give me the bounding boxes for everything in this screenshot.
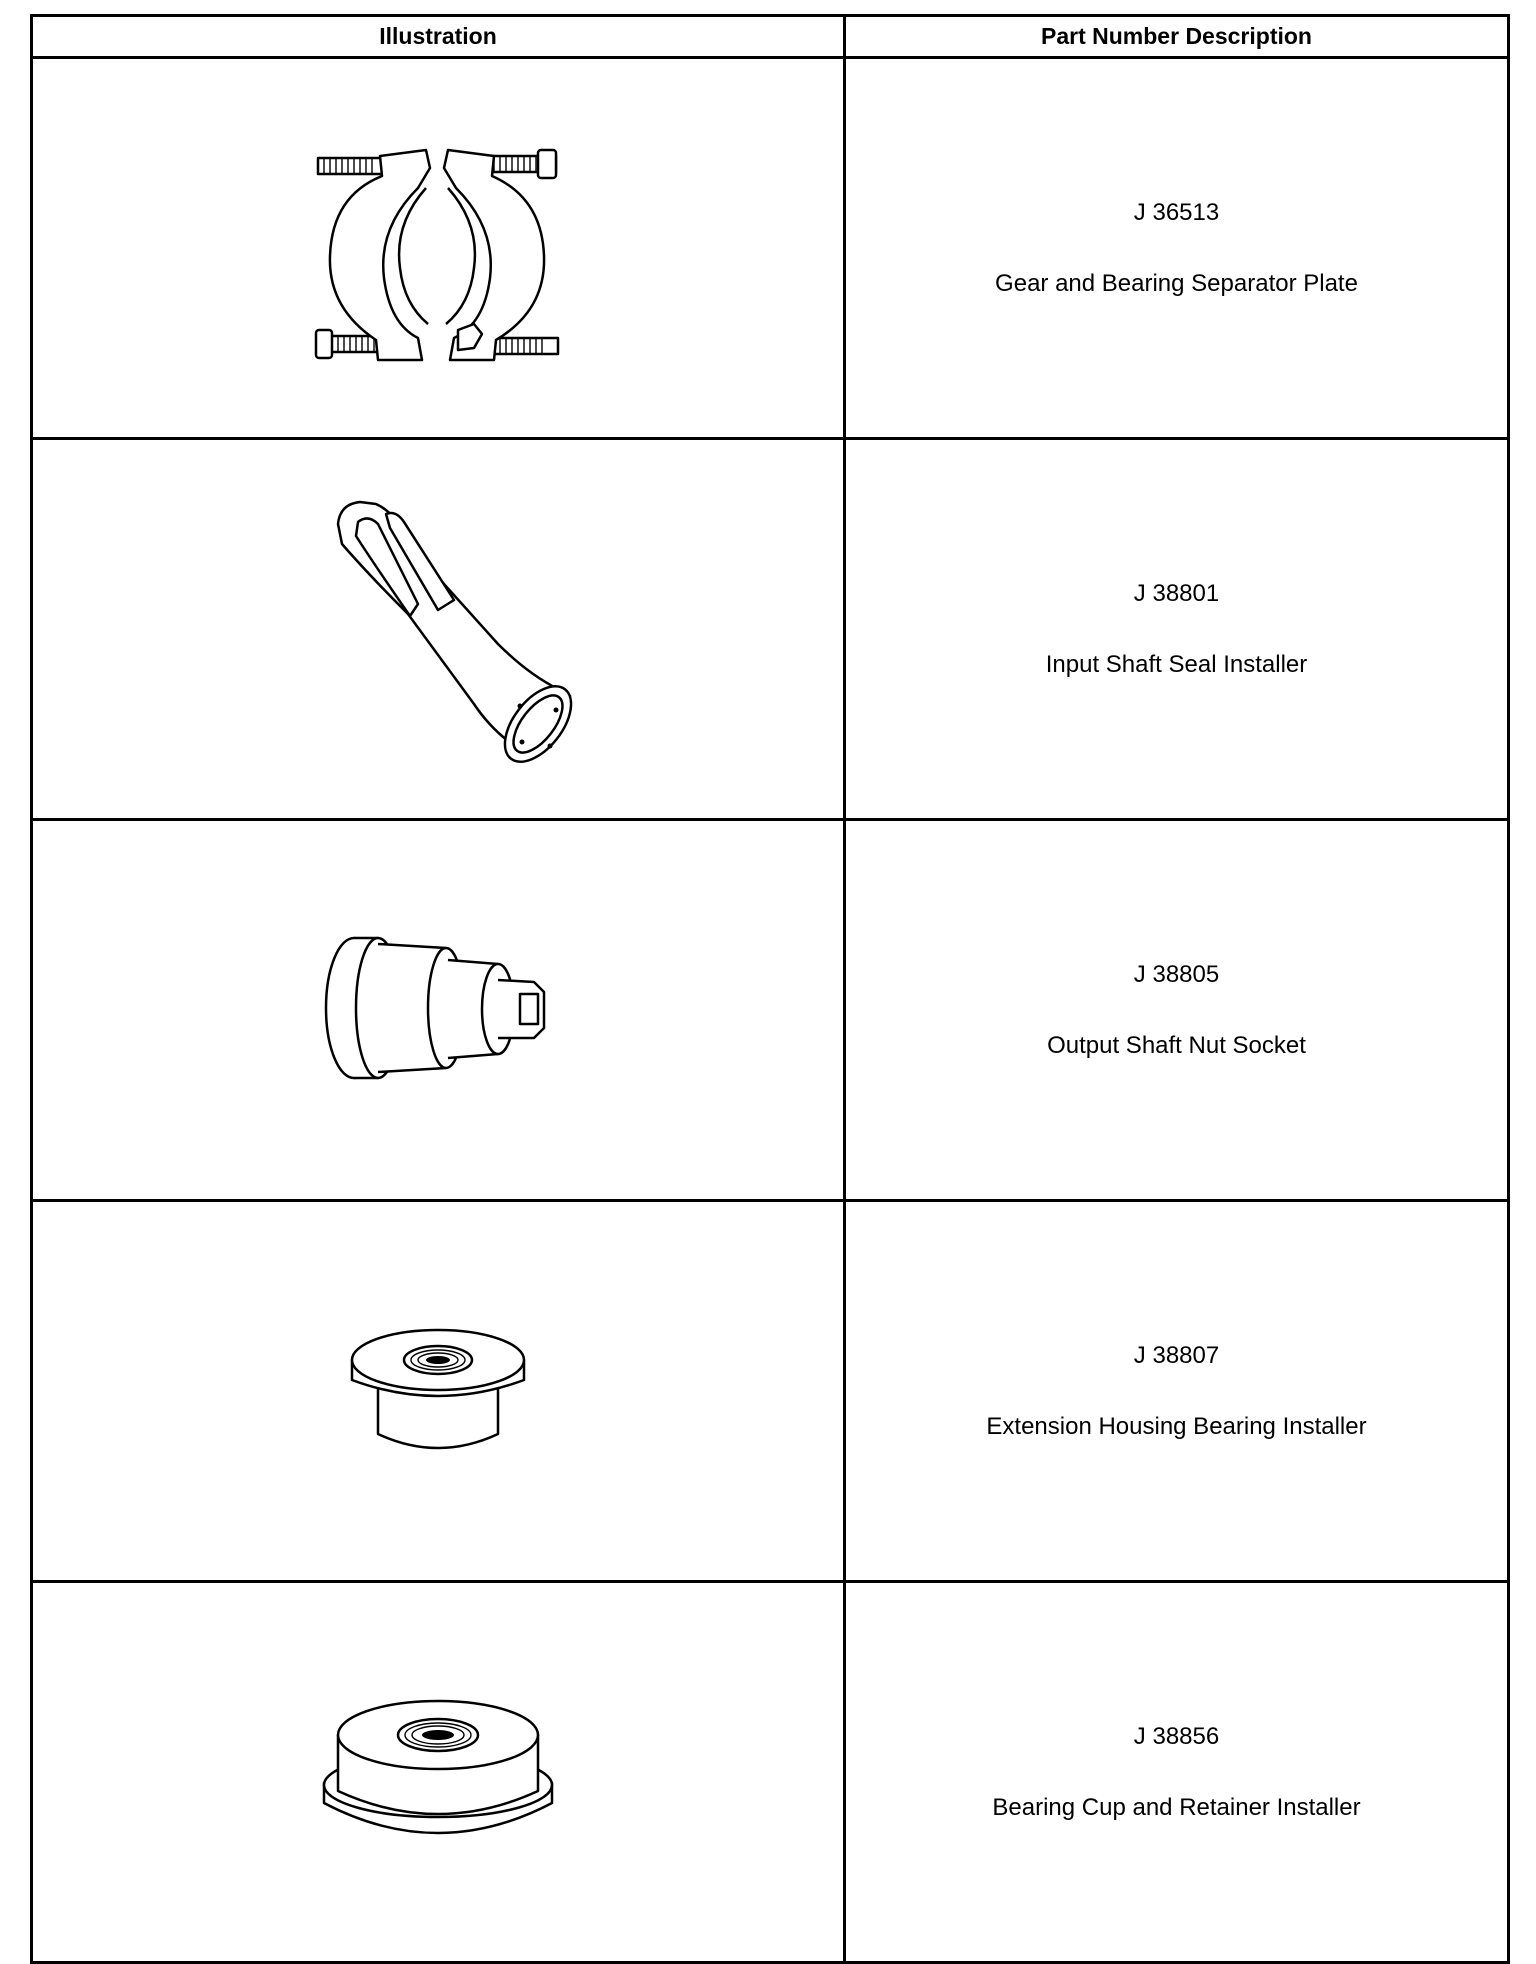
part-number: J 36513 <box>1133 198 1220 226</box>
part-number: J 38807 <box>1133 1341 1220 1369</box>
description-cell <box>845 1201 1509 1582</box>
description-cell <box>845 439 1509 820</box>
part-number: J 38856 <box>1133 1722 1220 1750</box>
illustration-cell <box>32 820 845 1201</box>
cup-retainer-installer-icon <box>318 1687 558 1857</box>
table-row <box>32 1582 1509 1963</box>
nut-socket-icon <box>308 930 568 1090</box>
part-description: Output Shaft Nut Socket <box>1047 1031 1306 1059</box>
bearing-installer-icon <box>338 1316 538 1466</box>
illustration-cell <box>32 1582 845 1963</box>
part-number: J 38805 <box>1133 960 1220 988</box>
seal-installer-icon <box>298 484 578 774</box>
part-description: Bearing Cup and Retainer Installer <box>992 1793 1361 1821</box>
illustration-cell <box>32 58 845 439</box>
header-description: Part Number Description <box>845 16 1509 58</box>
table-row <box>32 1201 1509 1582</box>
part-number: J 38801 <box>1133 579 1220 607</box>
illustration-cell <box>32 439 845 820</box>
description-cell <box>845 820 1509 1201</box>
table-row <box>32 820 1509 1201</box>
part-description: Extension Housing Bearing Installer <box>986 1412 1367 1440</box>
table-row <box>32 58 1509 439</box>
header-illustration: Illustration <box>32 16 845 58</box>
special-tools-table <box>30 14 1510 1964</box>
bearing-separator-icon <box>298 128 578 368</box>
illustration-cell <box>32 1201 845 1582</box>
table-row <box>32 439 1509 820</box>
description-cell <box>845 1582 1509 1963</box>
part-description: Gear and Bearing Separator Plate <box>995 269 1358 297</box>
description-cell <box>845 58 1509 439</box>
header-row <box>32 16 1509 58</box>
part-description: Input Shaft Seal Installer <box>1045 650 1308 678</box>
